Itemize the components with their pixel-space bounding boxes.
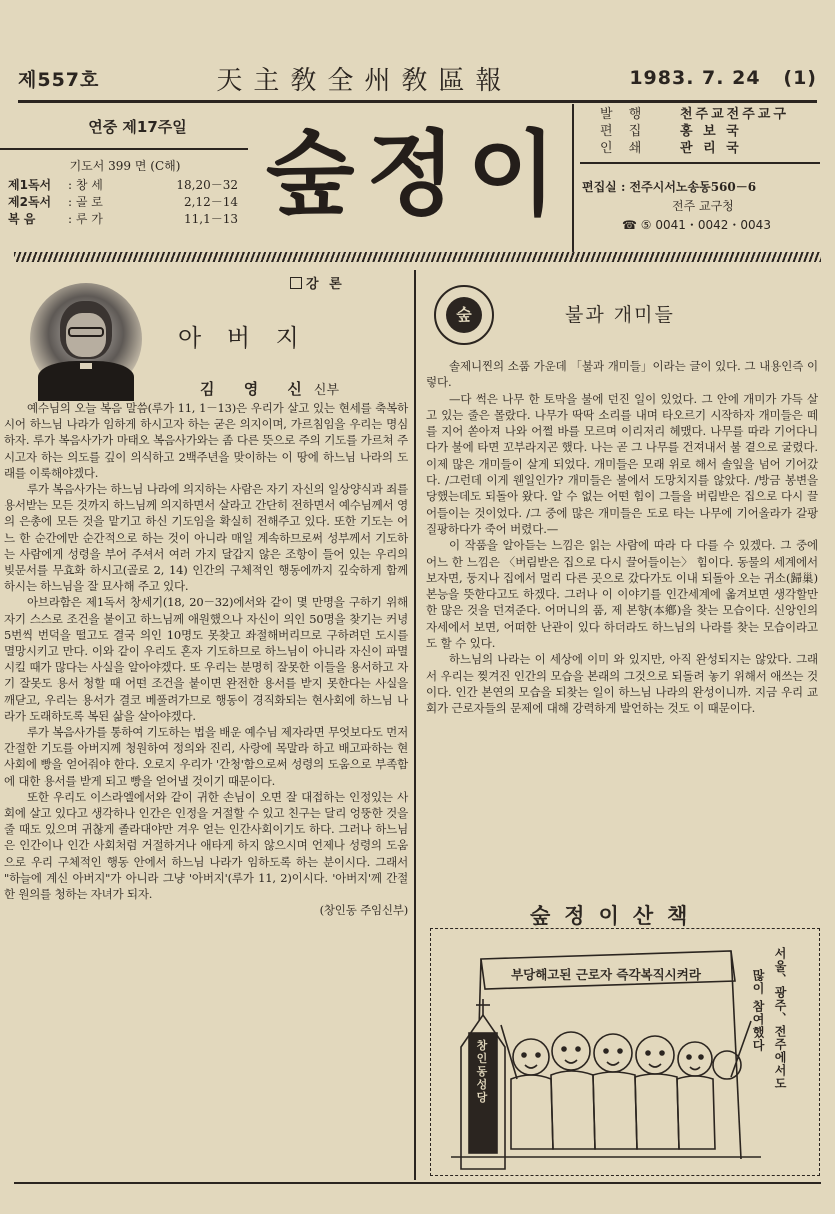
signature: (창인동 주임신부) — [319, 903, 408, 918]
church-sign: 창인동성당 — [476, 1039, 488, 1104]
reading-label: 제1독서 — [8, 178, 52, 192]
reading-ref: 2,12－14 — [184, 195, 238, 209]
publisher-key: 인 쇄 — [600, 141, 648, 156]
article-author — [200, 378, 339, 399]
page-number: (1) — [783, 67, 817, 89]
cartoon-title: 숲정이산책 — [530, 904, 702, 928]
paragraph: 솔제니찐의 소품 가운데 「불과 개미들」이라는 글이 있다. 그 내용인즉 이렇다. — [426, 359, 818, 390]
publisher-value: 천주교전주교구 — [680, 107, 789, 122]
cartoon-caption-2: 많이 참여했다 — [751, 969, 765, 1053]
reading-ref: 11,1－13 — [184, 212, 238, 226]
author-name: 김 영 신 — [200, 380, 314, 398]
paragraph: 아브라함은 제1독서 창세기(18, 20－32)에서와 같이 몇 만명을 구하기 위해 자기 스스로 조건을 붙이고 하느님께 애원했으나 자신이 의인 50명을 찾기는 커녕 5번씩 번덕을 떨고도 결국 의인 10명도 못찾고 좌절해버리므로 구하려던 도시를 멸망시키고 만다. 이와 같이 우리도 혼자 기도하므로 하느님이 아니라 자신이 파멸시킬 때가 많다는 사실을 알아야겠다. 또 우리는 분명히 잘못한 이들을 용서하고 자기 잘못도 용서 청할 때 어떤 조건을 붙이면 완전한 용서를 받지 못한다는 사실을 깨닫고, 우리는 용서가 결코 베풀려가므로 행동이 경직화되는 현사회에 하느님 나라가 도래하도록 복된 삶을 살아야겠다. — [4, 595, 408, 723]
office-building: 전주 교구청 — [672, 199, 734, 213]
author-photo — [30, 283, 142, 395]
reading-book: : 창 세 — [68, 178, 103, 192]
reading-row — [8, 194, 242, 211]
issue-date — [629, 67, 817, 89]
date-text: 1983. 7. 24 — [629, 67, 761, 89]
cartoon-caption: 서울、광주、전주에서도 — [773, 947, 787, 1090]
column-title: 불과 개미들 — [565, 304, 675, 326]
reading-row — [8, 211, 242, 228]
photo-glasses — [68, 327, 104, 337]
article-title: 아 버 지 — [178, 324, 308, 352]
liturgical-week: 연중 제17주일 — [88, 118, 187, 136]
office-address: 편집실 : 전주시서노송동560－6 — [582, 180, 757, 194]
publisher-row — [600, 140, 820, 157]
prayer-book-ref: 기도서 399 면 (C해) — [69, 159, 181, 173]
paragraph: 루가 복음사가는 하느님 나라에 의지하는 사람은 자기 자신의 일상양식과 죄를 용서받는 모든 것까지 하느님께 의지하면서 살라고 간단히 전하면서 예수님께서 영의 은총에 모든 것을 맡기고 하신 기도임을 확실히 전해주고 있다. 또한 기도는 어느 한 순간에만 순간적으로 하는 것이 아니라 매일 계속하므로써 성부께서 기도하는 사람에게 성령을 부어 주셔서 여러 가지 달갑지 않은 조항이 들어 있는 우리의 빚문서를 무효화 하시고(골로 2, 14) 인간의 구체적인 행동에까지 깊숙하게 함께 하시는 하느님을 잘 묘사해 주고 있다. — [4, 482, 408, 594]
column-divider — [414, 270, 416, 1180]
paragraph: 또한 우리도 이스라엘에서와 같이 귀한 손님이 오면 잘 대접하는 인정있는 사회에 살고 있다고 생각하나 인간은 인정을 거절할 수 있고 친구는 달리 엉뚱한 것을 줄 때도 있으며 귀찮게 졸라대야만 겨우 얻는 인간사회이기도 하다. 그러나 하느님은 인간이나 인간 사회처럼 거절하거나 애타게 하지 않으시며 언제나 성령의 도움으로 우리 구체적인 행동 안에서 하느님 나라가 임하도록 하는 분이시다. 그래서 "하늘에 계신 아버지"가 아니라 그냥 '아버지'(루가 11, 2)이시다. '아버지'께 간절한 원의를 청하는 자녀가 되자. — [4, 789, 408, 902]
banner-text: 부당해고된 근로자 즉각복직시켜라 — [511, 967, 701, 982]
section-tag — [290, 273, 345, 292]
paragraph: —다 썩은 나무 한 토막을 불에 던진 일이 있었다. 그 안에 개미가 가득 살고 있는 줄은 몰랐다. 나무가 딱딱 소리를 내며 타오르기 시작하자 개미들은 떼를 지어 쏟아져 나와 어쩔 바를 모르며 이리저리 헤맸다. 나무를 따라 기어다니다가 불에 타면 꼬부라지곤 했다. 나는 곧 그 나무를 건져내서 불 곁으로 굴렸다. 이제 많은 개미들이 살게 되었다. 개미들은 모래 위로 해서 솔잎을 넘어 기어갔다. /그런데 이게 웬일인가? 개미들은 불에서 도망치지를 않았다. /방금 봉변을 당했는데도 되돌아 왔다. 알 수 없는 어떤 힘이 그들을 버림받은 집으로 다시 끌어들이는 것이었다. /그 중에 많은 개미들은 도로 타는 나무에 기어올라가 갈팡질팡하다가 죽어 버렸다.— — [426, 391, 818, 536]
paragraph: 하느님의 나라는 이 세상에 이미 와 있지만, 아직 완성되지는 않았다. 그래서 우리는 찢겨진 인간의 모습을 본래의 그것으로 되돌려 놓기 위해서 애쓰는 것이다. 인간 본연의 모습을 되찾는 일이 하느님 나라의 완성이니까. 지금 우리 교회가 근로자들의 문제에 대해 강력하게 발언하는 것도 이 때문이다. — [426, 652, 818, 716]
publisher-info — [600, 106, 820, 157]
editorial-office — [582, 178, 822, 235]
publisher-key: 편 집 — [600, 124, 648, 139]
section-label: 강 론 — [306, 277, 345, 292]
paper-name: 天主敎全州敎區報 — [216, 65, 513, 96]
sermon-body — [4, 400, 408, 919]
paragraph: 루가 복음사가를 통하여 기도하는 법을 배운 예수님 제자라면 무엇보다도 먼저 간절한 기도를 아버지께 청원하여 정의와 진리, 사랑에 목말라 하고 배고파하는 현 사회에 빵을 얻어줘야 한다. 오로지 우리가 '간청'함으로써 성령의 도움으로 부족함에 대한 용서를 받게 되고 빵을 얻어낼 것이기 때문이다. — [4, 725, 408, 788]
publisher-value: 관 리 국 — [680, 141, 742, 156]
reading-label: 제2독서 — [8, 195, 52, 209]
publisher-key: 발 행 — [600, 107, 648, 122]
paragraph: 예수님의 오늘 복음 말씀(루가 11, 1－13)은 우리가 살고 있는 현세를 축복하시어 하느님 나라가 임하게 하시고자 하는 굳은 의지이며, 가르침임을 우리는 명심하자. 루가 복음사가가 마태오 복음사가와는 좀 다른 뜻으로 주의 기도를 가르쳐 주시고자 하는 의도를 깊이 의식하고 2백주년을 맞이하는 이 땅에 하느님 나라의 도래를 이룩해야겠다. — [4, 401, 408, 480]
column-body — [426, 358, 818, 717]
publisher-row — [600, 106, 820, 123]
paragraph: 이 작품을 알아듣는 느낌은 읽는 사람에 따라 다 다를 수 있겠다. 그 중에 어느 한 느낌은 〈버림받은 집으로 다시 끌어들이는〉 힘이다. 동물의 세계에서 보자면, 둥지나 집에서 멀리 다른 곳으로 갔다가도 이내 되돌아 오는 귀소(歸巢) 본능을 뜻한다고도 하겠다. 그러나 이 이야기를 인간세계에 옮겨보면 생각할만한 많은 것을 던져준다. 어머니의 품, 제 본향(本鄕)을 찾는 모습이다. 신앙인의 자세에서 보면, 어떠한 난관이 있다 하더라도 하느님의 나라를 찾는 모습이라고도 할 수 있다. — [426, 538, 818, 651]
readings-box — [0, 148, 248, 240]
cartoon-frame — [430, 928, 820, 1176]
reading-row — [8, 177, 242, 194]
hatched-divider — [14, 252, 821, 262]
reading-ref: 18,20－32 — [176, 178, 238, 192]
checkbox-icon — [290, 277, 302, 289]
logo-char: 숲 — [456, 305, 472, 324]
reading-book: : 골 로 — [68, 195, 103, 209]
reading-label: 복 음 — [8, 212, 36, 226]
reading-book: : 루 가 — [68, 212, 103, 226]
issue-number: 제557호 — [18, 68, 100, 91]
publisher-rule — [580, 162, 820, 164]
column-logo — [434, 285, 494, 345]
publisher-row — [600, 123, 820, 140]
masthead-rule — [18, 100, 817, 103]
header-divider — [572, 104, 574, 252]
author-suffix: 신부 — [313, 383, 340, 398]
office-phone: ☎ ⑤ 0041・0042・0043 — [622, 218, 771, 232]
photo-collar — [80, 363, 92, 369]
paper-logo: 숲정이 — [265, 121, 569, 228]
masthead — [18, 60, 817, 96]
publisher-value: 홍 보 국 — [680, 124, 742, 139]
bottom-rule — [14, 1182, 821, 1184]
